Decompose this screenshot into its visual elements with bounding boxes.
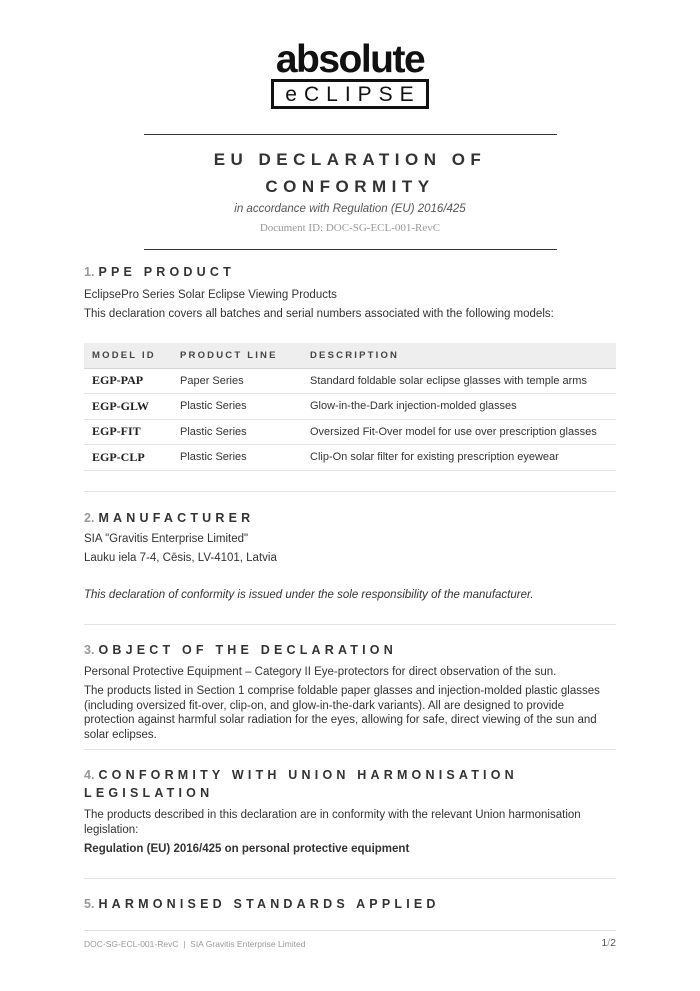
section-number: 3. [84, 643, 95, 657]
model-id-cell: EGP-CLP [84, 445, 172, 471]
section-divider [84, 878, 616, 879]
description-cell: Standard foldable solar eclipse glasses with temple arms [302, 368, 616, 394]
model-id-cell: EGP-FIT [84, 419, 172, 445]
company-logo [0, 40, 700, 109]
page-total: 2 [610, 937, 616, 949]
description-cell: Clip-On solar filter for existing prescription eyewear [302, 445, 616, 471]
section-divider [84, 491, 616, 492]
product-line-cell: Plastic Series [172, 419, 302, 445]
section-3-heading [84, 641, 616, 659]
section-1-heading [84, 263, 616, 281]
table-header-row [84, 343, 616, 368]
document-title-line1: EU DECLARATION OF [213, 150, 487, 169]
table-row [84, 419, 616, 445]
description-cell: Glow-in-the-Dark injection-molded glasses [302, 394, 616, 420]
section-divider [84, 624, 616, 625]
logo-subtitle-box [271, 79, 428, 109]
footer-company: SIA Gravitis Enterprise Limited [190, 939, 306, 949]
section-title: PPE PRODUCT [98, 265, 235, 279]
page-separator: / [607, 937, 611, 949]
section-title: HARMONISED STANDARDS APPLIED [98, 897, 440, 911]
manufacturer-name: SIA "Gravitis Enterprise Limited" [84, 533, 249, 545]
page-current: 1 [601, 937, 608, 949]
section-title: CONFORMITY WITH UNION HARMONISATION [98, 768, 518, 782]
section-2-heading [84, 509, 616, 527]
section-5-heading [84, 895, 616, 913]
section-number: 2. [84, 511, 95, 525]
header-bottom-rule [144, 249, 557, 250]
section-title-line1 [84, 766, 616, 784]
document-id: Document ID: DOC-SG-ECL-001-RevC [259, 222, 441, 234]
footer-separator: | [183, 939, 186, 949]
page-number [601, 937, 616, 949]
header-top-rule [144, 134, 557, 135]
logo-subtitle: eCLIPSE [285, 83, 421, 106]
section-number: 1. [84, 265, 95, 279]
footer-doc-ref: DOC-SG-ECL-001-RevC [84, 939, 179, 949]
document-subtitle: in accordance with Regulation (EU) 2016/425 [234, 203, 466, 215]
section-4-heading [84, 766, 616, 802]
product-line-cell: Plastic Series [172, 445, 302, 471]
coverage-text: This declaration covers all batches and serial numbers associated with the following models: [84, 308, 554, 320]
product-line-cell: Plastic Series [172, 394, 302, 420]
product-line-cell: Paper Series [172, 368, 302, 394]
table-row [84, 394, 616, 420]
section-divider [84, 749, 616, 750]
column-header-description: DESCRIPTION [302, 343, 616, 368]
section-number: 4. [84, 768, 95, 782]
description-cell: Oversized Fit-Over model for use over prescription glasses [302, 419, 616, 445]
responsibility-statement: This declaration of conformity is issued under the sole responsibility of the manufacturer. [84, 589, 534, 601]
section-title-line2: LEGISLATION [84, 786, 214, 800]
footer-rule [84, 930, 616, 931]
conformity-text: The products described in this declaration are in conformity with the relevant Union harmonisation legislation: [84, 809, 581, 836]
model-id-cell: EGP-PAP [84, 368, 172, 394]
document-title [0, 146, 700, 200]
section-title: OBJECT OF THE DECLARATION [98, 643, 397, 657]
table-row [84, 445, 616, 471]
regulation-reference: Regulation (EU) 2016/425 on personal protective equipment [84, 843, 410, 855]
column-header-model-id: MODEL ID [84, 343, 172, 368]
object-description: The products listed in Section 1 comprise foldable paper glasses and injection-molded plastic glasses (including oversized fit-over, clip-on, and glow-in-the-dark variants). All are designed to provide protection against harmful solar radiation for the eyes, allowing for safe, direct viewing of the sun and solar eclipses. [84, 685, 600, 741]
product-name: EclipsePro Series Solar Eclipse Viewing Products [84, 289, 337, 301]
section-number: 5. [84, 897, 95, 911]
logo-wordmark: absolute [275, 38, 425, 81]
table-row [84, 368, 616, 394]
ppe-category: Personal Protective Equipment – Category II Eye-protectors for direct observation of the sun. [84, 666, 557, 678]
model-id-cell: EGP-GLW [84, 394, 172, 420]
document-title-line2: CONFORMITY [265, 177, 435, 196]
footer-reference [84, 939, 305, 949]
models-table [84, 343, 616, 471]
column-header-product-line: PRODUCT LINE [172, 343, 302, 368]
manufacturer-address: Lauku iela 7-4, Cēsis, LV-4101, Latvia [84, 552, 277, 564]
section-title: MANUFACTURER [98, 511, 255, 525]
